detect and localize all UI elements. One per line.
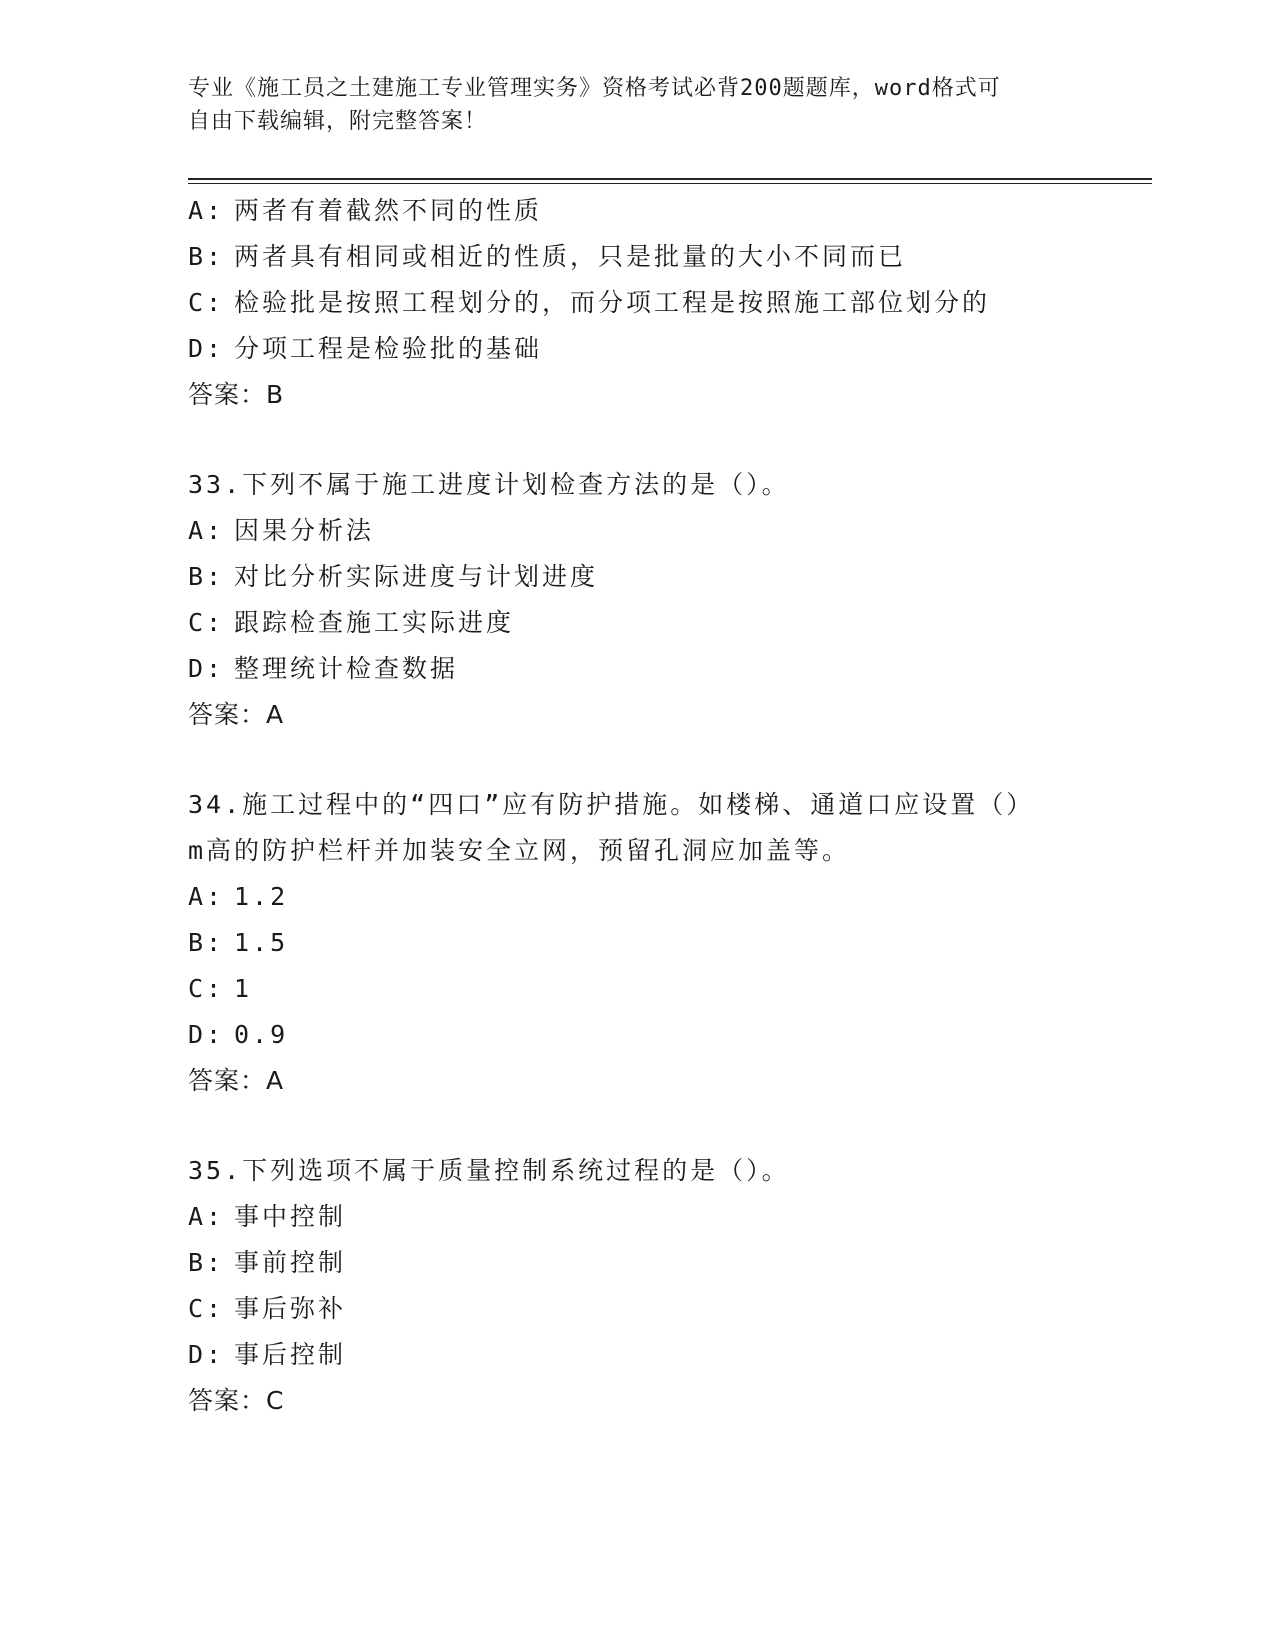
question-block-32	[188, 188, 1088, 418]
option-letter: A:	[188, 882, 225, 911]
header-divider-thin	[188, 183, 1152, 184]
option-text: 1.5	[234, 928, 289, 957]
option-a	[188, 508, 1088, 554]
spacer	[188, 418, 1088, 462]
option-d	[188, 1012, 1088, 1058]
option-d	[188, 1332, 1088, 1378]
option-letter: A:	[188, 196, 225, 225]
option-letter: D:	[188, 1020, 225, 1049]
option-letter: D:	[188, 654, 225, 683]
question-text: 35.下列选项不属于质量控制系统过程的是（）。	[188, 1156, 790, 1185]
option-letter: B:	[188, 562, 225, 591]
option-c	[188, 600, 1088, 646]
option-a	[188, 1194, 1088, 1240]
question-content	[188, 188, 1088, 1424]
answer-line: 答案：A	[188, 700, 285, 729]
question-block-35	[188, 1148, 1088, 1424]
document-header	[188, 72, 1088, 138]
spacer	[188, 1104, 1088, 1148]
option-letter: A:	[188, 516, 225, 545]
option-text: 1	[234, 974, 253, 1003]
answer-line: 答案：B	[188, 380, 285, 409]
option-a	[188, 874, 1088, 920]
option-a	[188, 188, 1088, 234]
header-line-2: 自由下载编辑，附完整答案！	[188, 109, 488, 134]
option-text: 事后控制	[234, 1340, 347, 1369]
option-letter: B:	[188, 928, 225, 957]
option-letter: C:	[188, 288, 225, 317]
option-text: 两者有着截然不同的性质	[234, 196, 543, 225]
spacer	[188, 738, 1088, 782]
option-b	[188, 1240, 1088, 1286]
option-letter: D:	[188, 334, 225, 363]
question-text: 33.下列不属于施工进度计划检查方法的是（）。	[188, 470, 790, 499]
option-letter: B:	[188, 242, 225, 271]
option-c	[188, 966, 1088, 1012]
option-text: 0.9	[234, 1020, 289, 1049]
answer-line: 答案：C	[188, 1386, 285, 1415]
option-d	[188, 646, 1088, 692]
option-letter: C:	[188, 608, 225, 637]
option-b	[188, 920, 1088, 966]
option-c	[188, 280, 1088, 326]
question-text-line-1: 34.施工过程中的“四口”应有防护措施。如楼梯、通道口应设置（）	[188, 790, 1035, 819]
option-text: 分项工程是检验批的基础	[234, 334, 543, 363]
option-letter: C:	[188, 1294, 225, 1323]
header-divider-thick	[188, 178, 1152, 180]
option-letter: B:	[188, 1248, 225, 1277]
question-block-33	[188, 462, 1088, 738]
option-letter: A:	[188, 1202, 225, 1231]
option-letter: C:	[188, 974, 225, 1003]
question-text-line-2: m高的防护栏杆并加装安全立网，预留孔洞应加盖等。	[188, 836, 851, 865]
option-text: 1.2	[234, 882, 289, 911]
option-text: 跟踪检查施工实际进度	[234, 608, 515, 637]
option-text: 两者具有相同或相近的性质，只是批量的大小不同而已	[234, 242, 907, 271]
option-text: 对比分析实际进度与计划进度	[234, 562, 599, 591]
option-text: 检验批是按照工程划分的，而分项工程是按照施工部位划分的	[234, 288, 991, 317]
option-text: 整理统计检查数据	[234, 654, 459, 683]
option-c	[188, 1286, 1088, 1332]
header-line-1: 专业《施工员之土建施工专业管理实务》资格考试必背200题题库，word格式可	[188, 76, 1001, 101]
question-block-34	[188, 782, 1088, 1104]
option-text: 事中控制	[234, 1202, 347, 1231]
answer-line: 答案：A	[188, 1066, 285, 1095]
option-letter: D:	[188, 1340, 225, 1369]
option-text: 事后弥补	[234, 1294, 347, 1323]
option-text: 因果分析法	[234, 516, 375, 545]
option-b	[188, 234, 1088, 280]
option-b	[188, 554, 1088, 600]
option-d	[188, 326, 1088, 372]
option-text: 事前控制	[234, 1248, 347, 1277]
